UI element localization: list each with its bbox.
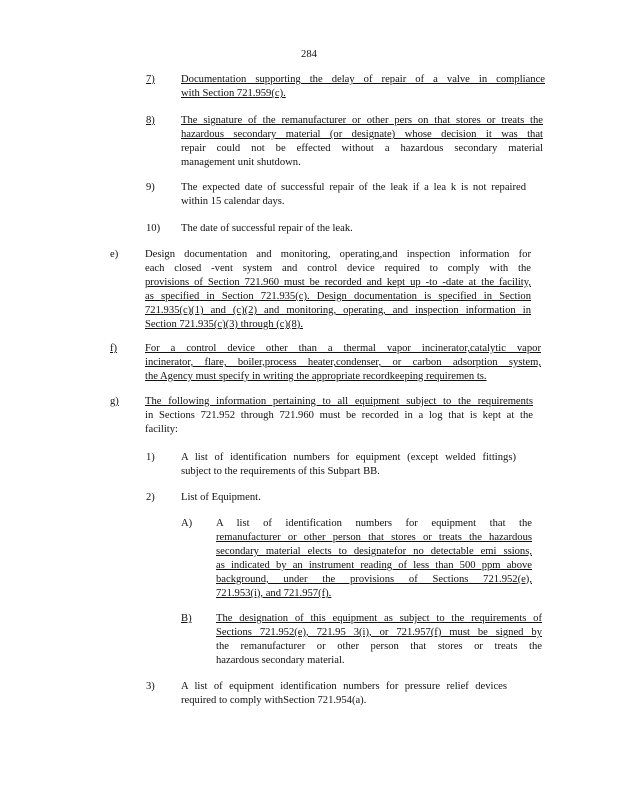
text-line: 721.953(i), and 721.957(f).: [216, 588, 332, 599]
text-line: as specified in Section 721.935(c). Design documentation is specified in Section: [145, 291, 531, 302]
text-line: A list of equipment identification numbers for pressure relief devices: [181, 681, 507, 692]
text-line: Design documentation and monitoring, operating,and inspection information for: [145, 249, 531, 260]
text-line: as indicated by an instrument reading of less than 500 ppm above: [216, 560, 532, 571]
text-line: required to comply withSection 721.954(a).: [181, 695, 367, 706]
text-line: A list of identification numbers for equipment that the: [216, 518, 532, 529]
text-line: with Section 721.959(c).: [181, 88, 286, 99]
text-line: repair could not be effected without a hazardous secondary material: [181, 143, 543, 154]
text-line: secondary material elects to designatefor no detectable emi ssions,: [216, 546, 532, 557]
text-line: List of Equipment.: [181, 492, 261, 503]
item-label: 2): [146, 492, 155, 503]
text-line: hazardous secondary material (or designate) whose decision it was that: [181, 129, 543, 140]
item-label: B): [181, 613, 192, 624]
text-line: Sections 721.952(e), 721.95 3(i), or 721.957(f) must be signed by: [216, 627, 542, 638]
text-line: 721.935(c)(1) and (c)(2) and monitoring, operating, and inspection information in: [145, 305, 531, 316]
text-line: remanufacturer or other person that stores or treats the hazardous: [216, 532, 532, 543]
item-label: 9): [146, 182, 155, 193]
text-line: each closed -vent system and control device required to comply with the: [145, 263, 531, 274]
text-line: hazardous secondary material.: [216, 655, 345, 666]
item-label: A): [181, 518, 193, 529]
item-label: 8): [146, 115, 155, 126]
item-label: f): [110, 343, 118, 354]
text-line: facility:: [145, 424, 178, 435]
item-label: 3): [146, 681, 155, 692]
item-label: g): [110, 396, 119, 407]
text-line: The designation of this equipment as subject to the requirements of: [216, 613, 542, 624]
text-line: The signature of the remanufacturer or other pers on that stores or treats the: [181, 115, 543, 126]
item-label: 7): [146, 74, 155, 85]
text-line: background, under the provisions of Sections 721.952(e),: [216, 574, 532, 585]
text-line: the remanufacturer or other person that stores or treats the: [216, 641, 542, 652]
text-line: in Sections 721.952 through 721.960 must be recorded in a log that is kept at the: [145, 410, 533, 421]
text-line: The expected date of successful repair of the leak if a lea k is not repaired: [181, 182, 526, 193]
text-line: the Agency must specify in writing the appropriate recordkeeping requiremen ts.: [145, 371, 487, 382]
text-line: For a control device other than a thermal vapor incinerator,catalytic vapor: [145, 343, 541, 354]
text-line: provisions of Section 721.960 must be recorded and kept up -to -date at the facility,: [145, 277, 531, 288]
text-line: incinerator, flare, boiler,process heater,condenser, or carbon adsorption system,: [145, 357, 541, 368]
text-line: A list of identification numbers for equipment (except welded fittings): [181, 452, 516, 463]
text-line: management unit shutdown.: [181, 157, 301, 168]
text-line: subject to the requirements of this Subpart BB.: [181, 466, 380, 477]
page-number: 284: [301, 49, 317, 60]
item-label: 1): [146, 452, 155, 463]
text-line: within 15 calendar days.: [181, 196, 285, 207]
text-line: Documentation supporting the delay of repair of a valve in compliance: [181, 74, 545, 85]
text-line: Section 721.935(c)(3) through (c)(8).: [145, 319, 303, 330]
text-line: The date of successful repair of the leak.: [181, 223, 353, 234]
text-line: The following information pertaining to all equipment subject to the requirements: [145, 396, 533, 407]
item-label: 10): [146, 223, 161, 234]
item-label: e): [110, 249, 119, 260]
